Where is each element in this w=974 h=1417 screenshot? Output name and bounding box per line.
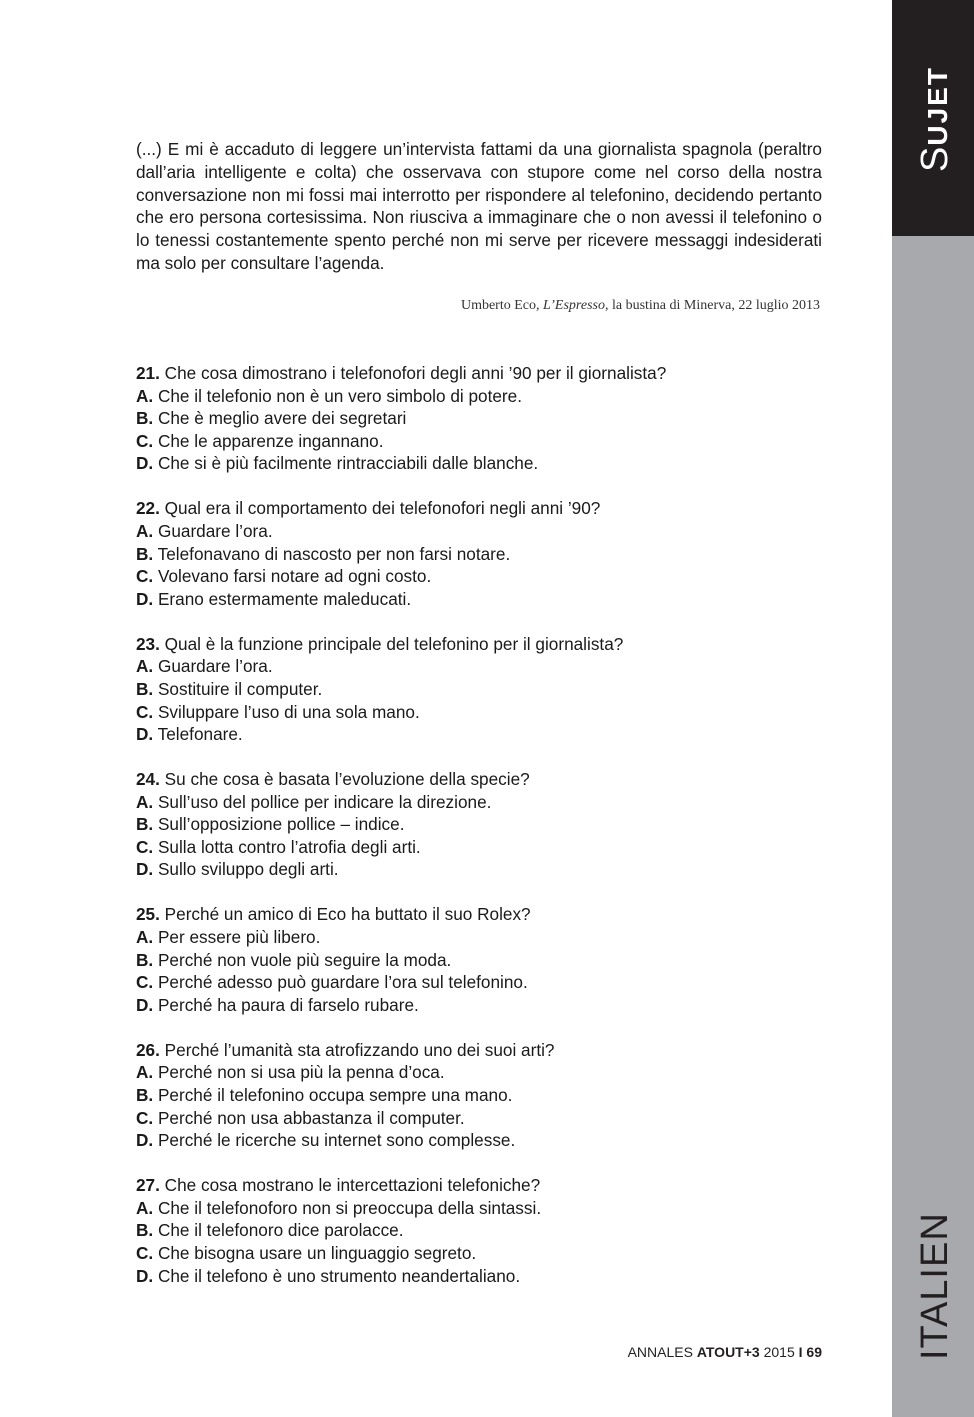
- answer-option: [136, 701, 836, 724]
- question-number: 24.: [136, 769, 160, 790]
- passage-citation: Umberto Eco, L’Espresso, la bustina di Minerva, 22 luglio 2013: [460, 298, 820, 313]
- answer-option: [136, 836, 836, 859]
- answer-text: Sviluppare l’uso di una sola mano.: [153, 701, 420, 722]
- answer-text: Che il telefonoro dice parolacce.: [153, 1220, 404, 1241]
- answer-text: Guardare l’ora.: [153, 656, 273, 677]
- answer-letter: D.: [136, 859, 154, 880]
- answer-letter: B.: [136, 408, 154, 429]
- answer-letter: B.: [136, 678, 154, 699]
- answer-text: Telefonare.: [153, 724, 243, 745]
- answer-option: [136, 655, 836, 678]
- subject-label-italien: ITALIEN: [914, 1212, 956, 1360]
- question-number: 23.: [136, 633, 160, 654]
- answer-option: [136, 520, 836, 543]
- answer-text: Che le apparenze ingannano.: [153, 430, 384, 451]
- answer-text: Perché le ricerche su internet sono complesse.: [153, 1130, 516, 1151]
- answer-text: Perché non usa abbastanza il computer.: [153, 1107, 465, 1128]
- answer-option: [136, 1197, 836, 1220]
- answer-text: Sulla lotta contro l’atrofia degli arti.: [153, 836, 421, 857]
- answer-option: [136, 723, 836, 746]
- answer-text: Che il telefono è uno strumento neandertaliano.: [153, 1265, 521, 1286]
- question-text: [136, 903, 836, 926]
- answer-text: Erano estermamente maleducati.: [153, 588, 412, 609]
- question-text: [136, 768, 836, 791]
- answer-option: [136, 1265, 836, 1288]
- answer-text: Che si è più facilmente rintracciabili dalle blanche.: [153, 453, 539, 474]
- answer-letter: C.: [136, 1242, 154, 1263]
- answer-option: [136, 926, 836, 949]
- answer-text: Sostituire il computer.: [153, 678, 323, 699]
- answer-letter: A.: [136, 791, 154, 812]
- answer-letter: B.: [136, 1220, 154, 1241]
- question-number: 22.: [136, 498, 160, 519]
- answer-text: Telefonavano di nascosto per non farsi notare.: [153, 543, 511, 564]
- answer-option: [136, 385, 836, 408]
- answer-letter: D.: [136, 1265, 154, 1286]
- answer-letter: A.: [136, 385, 154, 406]
- answer-option: [136, 452, 836, 475]
- question-block: [136, 497, 836, 610]
- question-block: [136, 1039, 836, 1152]
- answer-text: Guardare l’ora.: [153, 520, 273, 541]
- answer-option: [136, 407, 836, 430]
- answer-option: [136, 588, 836, 611]
- question-prompt: Perché un amico di Eco ha buttato il suo Rolex?: [159, 904, 531, 925]
- answer-letter: A.: [136, 656, 154, 677]
- question-text: [136, 633, 836, 656]
- question-prompt: Qual è la funzione principale del telefonino per il giornalista?: [159, 633, 624, 654]
- question-block: [136, 362, 836, 475]
- question-block: [136, 633, 836, 746]
- answer-option: [136, 543, 836, 566]
- answer-letter: B.: [136, 814, 154, 835]
- answer-text: Sullo sviluppo degli arti.: [153, 859, 339, 880]
- question-text: [136, 497, 836, 520]
- question-block: [136, 903, 836, 1016]
- answer-letter: C.: [136, 566, 154, 587]
- answer-letter: A.: [136, 927, 154, 948]
- reading-passage: (...) E mi è accaduto di leggere un’intervista fattami da una giornalista spagnola (peraltro dall’aria intelligente e colta) che osservava con stupore come nel corso della nostra conversazione non mi fossi mai interrotto per rispondere al telefonino, decidendo pertanto che ero persona cortesissima. Non riusciva a immaginare che o non avessi il telefonino o lo tenessi costantemente spento perché non mi serve per ricevere messaggi indesiderati ma solo per consultare l’agenda.: [136, 139, 822, 273]
- question-list: [136, 362, 836, 1310]
- question-number: 25.: [136, 904, 160, 925]
- answer-text: Che bisogna usare un linguaggio segreto.: [153, 1242, 477, 1263]
- answer-letter: C.: [136, 1107, 154, 1128]
- question-text: [136, 1039, 836, 1062]
- question-prompt: Qual era il comportamento dei telefonofori negli anni ’90?: [159, 498, 601, 519]
- answer-letter: D.: [136, 1130, 154, 1151]
- answer-option: [136, 1219, 836, 1242]
- answer-text: Perché ha paura di farselo rubare.: [153, 994, 419, 1015]
- question-block: [136, 768, 836, 881]
- question-text: [136, 1174, 836, 1197]
- answer-letter: A.: [136, 1197, 154, 1218]
- question-number: 27.: [136, 1175, 160, 1196]
- question-number: 26.: [136, 1039, 160, 1060]
- answer-letter: D.: [136, 724, 154, 745]
- answer-letter: C.: [136, 836, 154, 857]
- page-footer: ANNALES ATOUT+3 2015 I 69: [627, 1344, 822, 1360]
- answer-option: [136, 1084, 836, 1107]
- answer-text: Per essere più libero.: [153, 927, 321, 948]
- question-prompt: Perché l’umanità sta atrofizzando uno dei suoi arti?: [159, 1039, 555, 1060]
- answer-text: Volevano farsi notare ad ogni costo.: [153, 566, 432, 587]
- answer-option: [136, 971, 836, 994]
- answer-option: [136, 565, 836, 588]
- answer-option: [136, 430, 836, 453]
- question-number: 21.: [136, 363, 160, 383]
- question-prompt: Che cosa mostrano le intercettazioni telefoniche?: [159, 1175, 541, 1196]
- answer-letter: B.: [136, 543, 154, 564]
- question-text: [136, 362, 836, 385]
- answer-letter: D.: [136, 588, 154, 609]
- answer-letter: C.: [136, 701, 154, 722]
- answer-option: [136, 949, 836, 972]
- section-label-sujet: SUJET: [914, 66, 956, 172]
- answer-letter: B.: [136, 1084, 154, 1105]
- answer-option: [136, 1129, 836, 1152]
- answer-letter: A.: [136, 1062, 154, 1083]
- answer-letter: B.: [136, 949, 154, 970]
- answer-option: [136, 813, 836, 836]
- answer-option: [136, 678, 836, 701]
- answer-text: Perché il telefonino occupa sempre una mano.: [153, 1084, 513, 1105]
- page-number: 69: [802, 1344, 822, 1360]
- answer-option: [136, 791, 836, 814]
- answer-letter: C.: [136, 430, 154, 451]
- answer-text: Perché non vuole più seguire la moda.: [153, 949, 452, 970]
- answer-option: [136, 858, 836, 881]
- answer-text: Sull’opposizione pollice – indice.: [153, 814, 405, 835]
- answer-text: Sull’uso del pollice per indicare la direzione.: [153, 791, 492, 812]
- answer-option: [136, 1061, 836, 1084]
- answer-option: [136, 994, 836, 1017]
- question-prompt: Su che cosa è basata l’evoluzione della specie?: [159, 769, 530, 790]
- answer-letter: D.: [136, 453, 154, 474]
- answer-option: [136, 1107, 836, 1130]
- answer-option: [136, 1242, 836, 1265]
- question-block: [136, 1174, 836, 1287]
- answer-text: Perché non si usa più la penna d’oca.: [153, 1062, 445, 1083]
- answer-letter: C.: [136, 972, 154, 993]
- answer-text: Che il telefonio non è un vero simbolo di potere.: [153, 385, 522, 406]
- answer-letter: D.: [136, 994, 154, 1015]
- answer-text: Che è meglio avere dei segretari: [153, 408, 407, 429]
- answer-letter: A.: [136, 520, 154, 541]
- question-prompt: Che cosa dimostrano i telefonofori degli anni ’90 per il giornalista?: [159, 363, 667, 383]
- answer-text: Perché adesso può guardare l’ora sul telefonino.: [153, 972, 528, 993]
- answer-text: Che il telefonoforo non si preoccupa della sintassi.: [153, 1197, 542, 1218]
